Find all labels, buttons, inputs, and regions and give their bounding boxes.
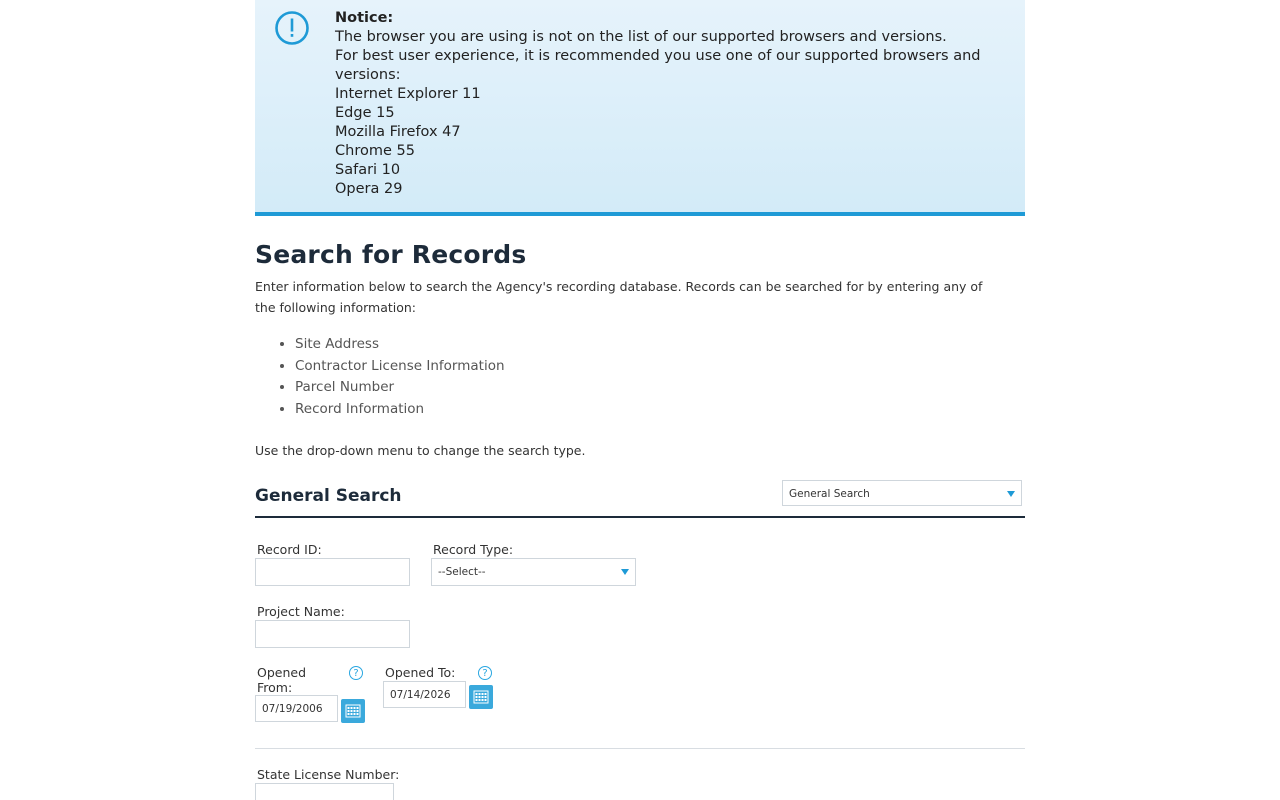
opened-from-label-line1: Opened [257, 665, 307, 680]
exclamation-circle-icon [275, 11, 309, 45]
chevron-down-icon [1007, 491, 1015, 497]
record-type-label: Record Type: [433, 542, 514, 557]
list-item: • Site Address [295, 334, 505, 356]
search-type-hint: Use the drop-down menu to change the search type. [255, 443, 586, 458]
supported-browser: Chrome 55 [335, 143, 415, 159]
notice-text [335, 9, 1005, 199]
opened-to-label: Opened To: [385, 665, 456, 680]
supported-browser: Edge 15 [335, 105, 395, 121]
notice-line: The browser you are using is not on the list of our supported browsers and versions. [335, 29, 947, 45]
notice-title: Notice: [335, 10, 394, 26]
notice-line: For best user experience, it is recommended you use one of our supported browsers and versions: [335, 48, 981, 83]
list-item: • Contractor License Information [295, 356, 505, 378]
project-name-input[interactable] [255, 620, 410, 648]
opened-to-input[interactable]: 07/14/2026 [383, 681, 466, 708]
search-type-value: General Search [789, 488, 870, 500]
record-type-value: --Select-- [438, 566, 486, 578]
form-divider [255, 748, 1025, 749]
page-container [255, 0, 1025, 782]
record-type-select[interactable] [431, 558, 636, 586]
search-criteria-list [255, 334, 505, 420]
list-item: • Record Information [295, 399, 505, 421]
supported-browser: Internet Explorer 11 [335, 86, 481, 102]
help-icon[interactable]: ? [478, 666, 492, 680]
calendar-icon[interactable] [341, 699, 365, 723]
state-license-input[interactable] [255, 783, 394, 800]
record-id-label: Record ID: [257, 542, 322, 557]
state-license-label: State License Number: [257, 767, 400, 782]
page-title: Search for Records [255, 240, 527, 269]
supported-browser: Safari 10 [335, 162, 401, 178]
opened-from-input[interactable]: 07/19/2006 [255, 695, 338, 722]
help-icon[interactable]: ? [349, 666, 363, 680]
supported-browser: Mozilla Firefox 47 [335, 124, 461, 140]
section-divider [255, 516, 1025, 518]
search-type-select[interactable] [782, 480, 1022, 506]
opened-from-label-line2: From: [257, 680, 293, 695]
opened-from-label [257, 665, 306, 695]
list-item: • Parcel Number [295, 377, 505, 399]
browser-notice-banner [255, 0, 1025, 216]
calendar-icon[interactable] [469, 685, 493, 709]
record-id-input[interactable] [255, 558, 410, 586]
chevron-down-icon [621, 569, 629, 575]
supported-browser: Opera 29 [335, 181, 403, 197]
intro-text: Enter information below to search the Agency's recording database. Records can be searched for by entering any of the following information: [255, 279, 983, 315]
section-title: General Search [255, 486, 402, 506]
project-name-label: Project Name: [257, 604, 345, 619]
